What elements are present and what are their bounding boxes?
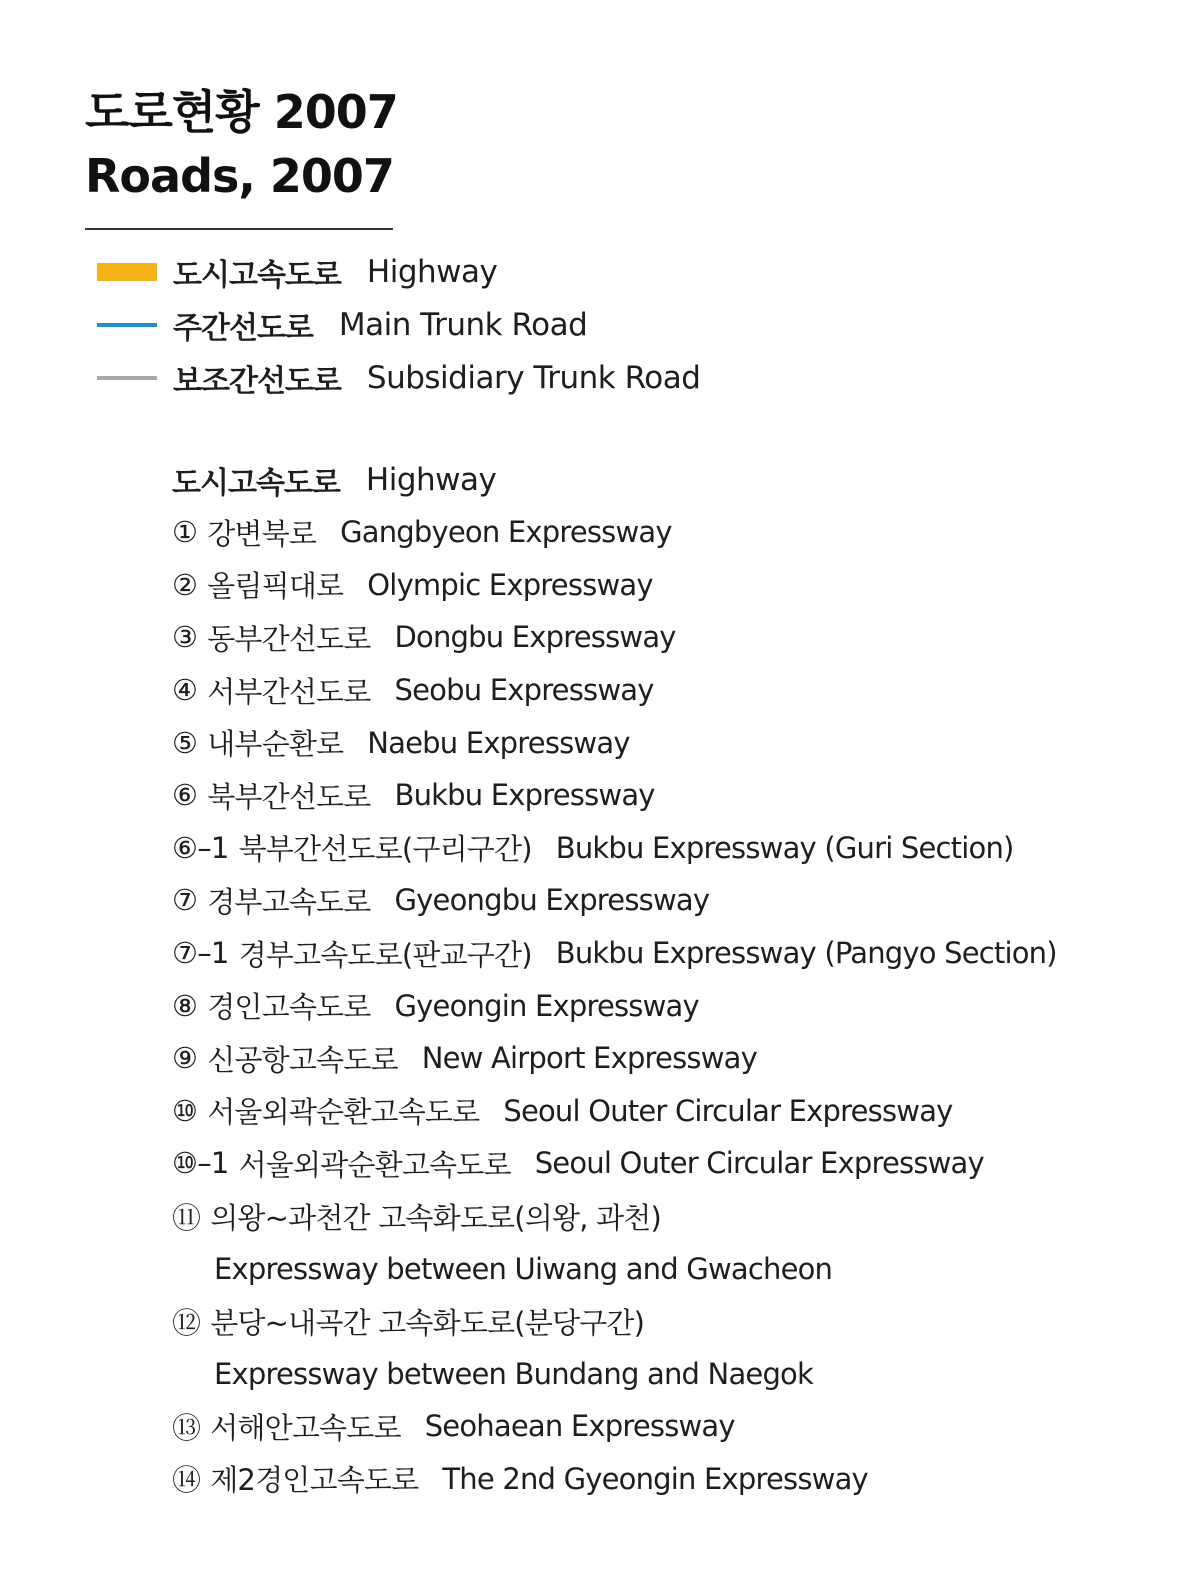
list-item-english: New Airport Expressway: [421, 1041, 757, 1076]
list-item: [172, 927, 1057, 980]
list-item-number: ⑦: [172, 883, 198, 918]
highway-list-heading-korean: 도시고속도로: [172, 465, 340, 501]
legend-label-english: Highway: [366, 253, 498, 290]
list-item: [172, 769, 1057, 822]
page-title-korean: 도로현황 2007: [85, 85, 398, 139]
list-item: [172, 1295, 1057, 1348]
list-item-english: Expressway between Bundang and Naegok: [214, 1356, 813, 1391]
list-item: [172, 1137, 1057, 1190]
list-item-korean: 서부간선도로: [207, 674, 371, 709]
list-item-english: Seoul Outer Circular Expressway: [534, 1146, 984, 1181]
list-item-korean: 북부간선도로: [207, 779, 371, 814]
legend-swatch-highway: [97, 263, 157, 281]
highway-list: [172, 453, 1057, 1505]
list-item-english: Naebu Expressway: [367, 725, 630, 760]
list-item-english: The 2nd Gyeongin Expressway: [442, 1461, 868, 1496]
list-item: [172, 1348, 1057, 1401]
list-item-english: Seobu Expressway: [394, 673, 654, 708]
list-item: [172, 506, 1057, 559]
list-item-korean: 동부간선도로: [207, 621, 371, 656]
list-item-number: ⑨: [172, 1041, 198, 1076]
legend-label-english: Main Trunk Road: [338, 306, 588, 343]
list-item-english: Bukbu Expressway (Guri Section): [555, 830, 1014, 865]
list-item: [172, 611, 1057, 664]
legend-label-korean: 보조간선도로: [173, 363, 341, 399]
list-item-number: ⑬: [172, 1410, 201, 1445]
list-item-english: Dongbu Expressway: [394, 620, 676, 655]
list-item-number: ⑦–1: [172, 936, 229, 971]
legend-swatch-sub: [97, 376, 157, 380]
list-item-korean: 제2경인고속도로: [210, 1463, 419, 1498]
list-item: [172, 559, 1057, 612]
road-type-legend: [97, 245, 700, 404]
title-divider: [85, 228, 393, 230]
list-item-korean: 의왕~과천간 고속화도로(의왕, 과천): [210, 1200, 661, 1235]
list-item: [172, 664, 1057, 717]
highway-items: [172, 506, 1057, 1505]
list-item-number: ⑧: [172, 988, 198, 1023]
list-item-english: Bukbu Expressway: [394, 778, 655, 813]
list-item-number: ⑫: [172, 1305, 201, 1340]
list-item-english: Gyeongbu Expressway: [394, 883, 710, 918]
list-item: [172, 716, 1057, 769]
list-item: [172, 1400, 1057, 1453]
list-item: [172, 979, 1057, 1032]
list-item-number: ④: [172, 673, 198, 708]
list-item-korean: 북부간선도로(구리구간): [238, 832, 532, 867]
list-item-korean: 분당~내곡간 고속화도로(분당구간): [210, 1305, 645, 1340]
highway-list-heading: [172, 453, 1057, 506]
list-item-number: ⑩–1: [172, 1146, 229, 1181]
list-item-number: ②: [172, 567, 198, 602]
list-item-number: ⑪: [172, 1200, 201, 1235]
legend-swatch-main: [97, 323, 157, 327]
list-item-korean: 내부순환로: [207, 727, 344, 762]
list-item-english: Gyeongin Expressway: [394, 988, 699, 1023]
list-item: [172, 1085, 1057, 1138]
title-block: [85, 80, 398, 208]
list-item-number: ③: [172, 620, 198, 655]
list-item: [172, 822, 1057, 875]
list-item-korean: 서울외곽순환고속도로: [207, 1095, 480, 1130]
list-item-english: Olympic Expressway: [367, 567, 653, 602]
list-item-number: ①: [172, 515, 198, 550]
list-item-number: ⑤: [172, 725, 198, 760]
legend-label-english: Subsidiary Trunk Road: [366, 359, 701, 396]
list-item-number: ⑭: [172, 1463, 201, 1498]
list-item-korean: 강변북로: [207, 516, 317, 551]
list-item-korean: 올림픽대로: [207, 569, 344, 604]
list-item: [172, 874, 1057, 927]
list-item-english: Gangbyeon Expressway: [340, 515, 672, 550]
list-item: [172, 1032, 1057, 1085]
list-item-number: ⑥: [172, 778, 198, 813]
list-item-korean: 경부고속도로: [207, 884, 371, 919]
legend-label-korean: 도시고속도로: [173, 257, 341, 293]
list-item-korean: 서해안고속도로: [210, 1410, 401, 1445]
list-item-english: Seohaean Expressway: [424, 1409, 735, 1444]
legend-item-main: [97, 298, 700, 351]
highway-list-heading-english: Highway: [365, 461, 497, 498]
list-item-english: Bukbu Expressway (Pangyo Section): [555, 936, 1057, 971]
legend-item-highway: [97, 245, 700, 298]
legend-label-korean: 주간선도로: [173, 310, 313, 346]
list-item-number: ⑥–1: [172, 830, 229, 865]
list-item: [172, 1453, 1057, 1506]
list-item: [172, 1190, 1057, 1243]
list-item-english: Seoul Outer Circular Expressway: [503, 1093, 953, 1128]
list-item-korean: 신공항고속도로: [207, 1042, 398, 1077]
page-title-english: Roads, 2007: [85, 149, 394, 203]
list-item-number: ⑩: [172, 1093, 198, 1128]
legend-item-sub: [97, 351, 700, 404]
list-item: [172, 1242, 1057, 1295]
list-item-korean: 경인고속도로: [207, 990, 371, 1025]
list-item-korean: 서울외곽순환고속도로: [238, 1147, 511, 1182]
list-item-english: Expressway between Uiwang and Gwacheon: [214, 1251, 833, 1286]
list-item-korean: 경부고속도로(판교구간): [238, 937, 532, 972]
